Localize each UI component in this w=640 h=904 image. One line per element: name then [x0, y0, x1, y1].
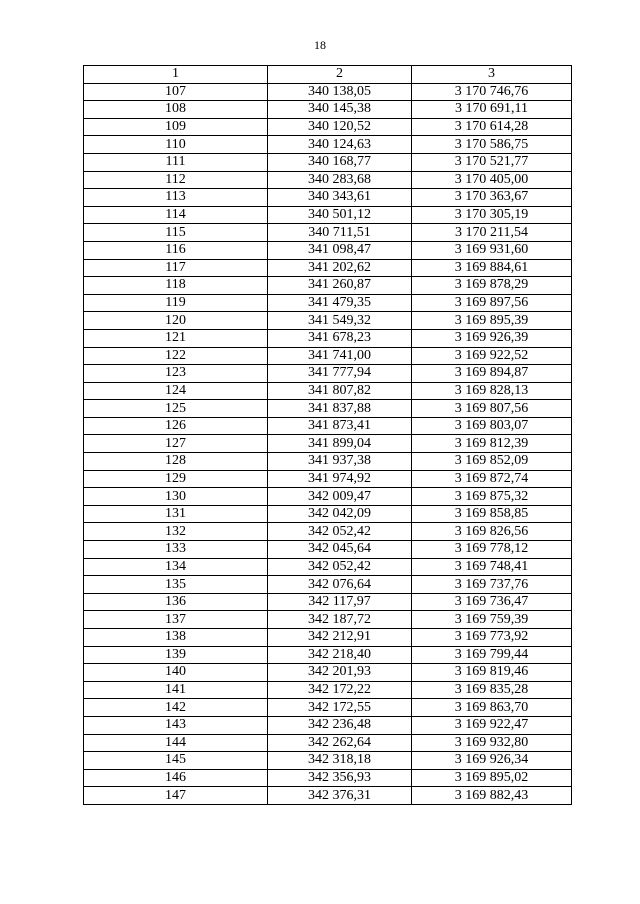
table-row — [84, 206, 572, 224]
x-coordinate-cell: 342 218,40 — [268, 646, 412, 664]
point-number-cell: 117 — [84, 259, 268, 277]
table-row — [84, 769, 572, 787]
x-coordinate-cell: 342 212,91 — [268, 629, 412, 647]
x-coordinate-cell: 341 741,00 — [268, 347, 412, 365]
point-number-cell: 113 — [84, 189, 268, 207]
y-coordinate-cell: 3 170 521,77 — [412, 153, 572, 171]
x-coordinate-cell: 342 201,93 — [268, 664, 412, 682]
x-coordinate-cell: 341 974,92 — [268, 470, 412, 488]
y-coordinate-cell: 3 169 863,70 — [412, 699, 572, 717]
coordinates-table — [83, 65, 572, 805]
x-coordinate-cell: 342 042,09 — [268, 505, 412, 523]
x-coordinate-cell: 340 501,12 — [268, 206, 412, 224]
y-coordinate-cell: 3 169 931,60 — [412, 241, 572, 259]
y-coordinate-cell: 3 169 878,29 — [412, 277, 572, 295]
x-coordinate-cell: 341 937,38 — [268, 453, 412, 471]
x-coordinate-cell: 341 837,88 — [268, 400, 412, 418]
table-row — [84, 118, 572, 136]
table-row — [84, 787, 572, 805]
y-coordinate-cell: 3 169 803,07 — [412, 417, 572, 435]
table-row — [84, 189, 572, 207]
y-coordinate-cell: 3 169 922,47 — [412, 716, 572, 734]
y-coordinate-cell: 3 169 773,92 — [412, 629, 572, 647]
point-number-cell: 126 — [84, 417, 268, 435]
y-coordinate-cell: 3 170 691,11 — [412, 101, 572, 119]
point-number-cell: 115 — [84, 224, 268, 242]
y-coordinate-cell: 3 169 875,32 — [412, 488, 572, 506]
x-coordinate-cell: 340 168,77 — [268, 153, 412, 171]
y-coordinate-cell: 3 169 778,12 — [412, 541, 572, 559]
y-coordinate-cell: 3 169 759,39 — [412, 611, 572, 629]
y-coordinate-cell: 3 169 895,02 — [412, 769, 572, 787]
point-number-cell: 107 — [84, 83, 268, 101]
table-row — [84, 470, 572, 488]
point-number-cell: 124 — [84, 382, 268, 400]
table-row — [84, 664, 572, 682]
x-coordinate-cell: 341 678,23 — [268, 329, 412, 347]
point-number-cell: 129 — [84, 470, 268, 488]
x-coordinate-cell: 342 356,93 — [268, 769, 412, 787]
y-coordinate-cell: 3 170 614,28 — [412, 118, 572, 136]
x-coordinate-cell: 341 098,47 — [268, 241, 412, 259]
table-row — [84, 329, 572, 347]
table-row — [84, 716, 572, 734]
table-row — [84, 101, 572, 119]
table-header — [84, 66, 572, 84]
point-number-cell: 109 — [84, 118, 268, 136]
x-coordinate-cell: 341 873,41 — [268, 417, 412, 435]
table-row — [84, 136, 572, 154]
table-row — [84, 646, 572, 664]
x-coordinate-cell: 341 260,87 — [268, 277, 412, 295]
y-coordinate-cell: 3 169 812,39 — [412, 435, 572, 453]
point-number-cell: 119 — [84, 294, 268, 312]
table-row — [84, 294, 572, 312]
table-row — [84, 629, 572, 647]
x-coordinate-cell: 342 052,42 — [268, 523, 412, 541]
x-coordinate-cell: 342 076,64 — [268, 576, 412, 594]
x-coordinate-cell: 340 124,63 — [268, 136, 412, 154]
table-row — [84, 611, 572, 629]
table-row — [84, 576, 572, 594]
y-coordinate-cell: 3 169 895,39 — [412, 312, 572, 330]
x-coordinate-cell: 342 262,64 — [268, 734, 412, 752]
y-coordinate-cell: 3 169 736,47 — [412, 593, 572, 611]
table-row — [84, 558, 572, 576]
table-row — [84, 541, 572, 559]
y-coordinate-cell: 3 169 932,80 — [412, 734, 572, 752]
table-row — [84, 347, 572, 365]
table-row — [84, 681, 572, 699]
point-number-cell: 135 — [84, 576, 268, 594]
y-coordinate-cell: 3 169 828,13 — [412, 382, 572, 400]
x-coordinate-cell: 342 376,31 — [268, 787, 412, 805]
point-number-cell: 112 — [84, 171, 268, 189]
point-number-cell: 118 — [84, 277, 268, 295]
table-row — [84, 453, 572, 471]
x-coordinate-cell: 341 899,04 — [268, 435, 412, 453]
table-row — [84, 312, 572, 330]
y-coordinate-cell: 3 170 305,19 — [412, 206, 572, 224]
point-number-cell: 120 — [84, 312, 268, 330]
point-number-cell: 137 — [84, 611, 268, 629]
x-coordinate-cell: 342 187,72 — [268, 611, 412, 629]
table-row — [84, 171, 572, 189]
x-coordinate-cell: 340 120,52 — [268, 118, 412, 136]
x-coordinate-cell: 342 009,47 — [268, 488, 412, 506]
header-cell-x-coordinate: 2 — [268, 66, 412, 84]
x-coordinate-cell: 341 479,35 — [268, 294, 412, 312]
x-coordinate-cell: 342 318,18 — [268, 752, 412, 770]
x-coordinate-cell: 340 138,05 — [268, 83, 412, 101]
x-coordinate-cell: 342 236,48 — [268, 716, 412, 734]
table-row — [84, 699, 572, 717]
point-number-cell: 134 — [84, 558, 268, 576]
y-coordinate-cell: 3 169 819,46 — [412, 664, 572, 682]
table-row — [84, 417, 572, 435]
header-row — [84, 66, 572, 84]
y-coordinate-cell: 3 169 882,43 — [412, 787, 572, 805]
header-cell-y-coordinate: 3 — [412, 66, 572, 84]
point-number-cell: 136 — [84, 593, 268, 611]
point-number-cell: 133 — [84, 541, 268, 559]
table-row — [84, 224, 572, 242]
table-row — [84, 153, 572, 171]
x-coordinate-cell: 340 145,38 — [268, 101, 412, 119]
x-coordinate-cell: 341 202,62 — [268, 259, 412, 277]
y-coordinate-cell: 3 169 737,76 — [412, 576, 572, 594]
x-coordinate-cell: 341 807,82 — [268, 382, 412, 400]
point-number-cell: 140 — [84, 664, 268, 682]
y-coordinate-cell: 3 169 872,74 — [412, 470, 572, 488]
point-number-cell: 130 — [84, 488, 268, 506]
header-cell-point-number: 1 — [84, 66, 268, 84]
table-row — [84, 523, 572, 541]
point-number-cell: 138 — [84, 629, 268, 647]
y-coordinate-cell: 3 170 405,00 — [412, 171, 572, 189]
table-row — [84, 259, 572, 277]
table-row — [84, 277, 572, 295]
table-row — [84, 593, 572, 611]
point-number-cell: 116 — [84, 241, 268, 259]
point-number-cell: 143 — [84, 716, 268, 734]
x-coordinate-cell: 341 777,94 — [268, 365, 412, 383]
table-row — [84, 400, 572, 418]
x-coordinate-cell: 342 045,64 — [268, 541, 412, 559]
point-number-cell: 144 — [84, 734, 268, 752]
y-coordinate-cell: 3 170 746,76 — [412, 83, 572, 101]
table-row — [84, 734, 572, 752]
x-coordinate-cell: 340 343,61 — [268, 189, 412, 207]
y-coordinate-cell: 3 169 884,61 — [412, 259, 572, 277]
point-number-cell: 141 — [84, 681, 268, 699]
point-number-cell: 110 — [84, 136, 268, 154]
y-coordinate-cell: 3 170 211,54 — [412, 224, 572, 242]
table-row — [84, 488, 572, 506]
point-number-cell: 147 — [84, 787, 268, 805]
x-coordinate-cell: 341 549,32 — [268, 312, 412, 330]
table-row — [84, 752, 572, 770]
point-number-cell: 122 — [84, 347, 268, 365]
y-coordinate-cell: 3 169 926,34 — [412, 752, 572, 770]
x-coordinate-cell: 342 117,97 — [268, 593, 412, 611]
x-coordinate-cell: 340 283,68 — [268, 171, 412, 189]
table-row — [84, 83, 572, 101]
point-number-cell: 131 — [84, 505, 268, 523]
y-coordinate-cell: 3 169 826,56 — [412, 523, 572, 541]
x-coordinate-cell: 342 172,22 — [268, 681, 412, 699]
table-row — [84, 241, 572, 259]
point-number-cell: 111 — [84, 153, 268, 171]
y-coordinate-cell: 3 169 799,44 — [412, 646, 572, 664]
y-coordinate-cell: 3 169 897,56 — [412, 294, 572, 312]
y-coordinate-cell: 3 169 926,39 — [412, 329, 572, 347]
y-coordinate-cell: 3 169 852,09 — [412, 453, 572, 471]
point-number-cell: 125 — [84, 400, 268, 418]
table-row — [84, 505, 572, 523]
y-coordinate-cell: 3 169 748,41 — [412, 558, 572, 576]
point-number-cell: 132 — [84, 523, 268, 541]
point-number-cell: 123 — [84, 365, 268, 383]
point-number-cell: 142 — [84, 699, 268, 717]
table-body — [84, 83, 572, 804]
y-coordinate-cell: 3 170 586,75 — [412, 136, 572, 154]
x-coordinate-cell: 342 172,55 — [268, 699, 412, 717]
point-number-cell: 128 — [84, 453, 268, 471]
page-number: 18 — [314, 38, 326, 52]
point-number-cell: 145 — [84, 752, 268, 770]
point-number-cell: 121 — [84, 329, 268, 347]
point-number-cell: 146 — [84, 769, 268, 787]
point-number-cell: 139 — [84, 646, 268, 664]
y-coordinate-cell: 3 170 363,67 — [412, 189, 572, 207]
point-number-cell: 114 — [84, 206, 268, 224]
y-coordinate-cell: 3 169 835,28 — [412, 681, 572, 699]
y-coordinate-cell: 3 169 922,52 — [412, 347, 572, 365]
y-coordinate-cell: 3 169 894,87 — [412, 365, 572, 383]
y-coordinate-cell: 3 169 807,56 — [412, 400, 572, 418]
table-row — [84, 365, 572, 383]
y-coordinate-cell: 3 169 858,85 — [412, 505, 572, 523]
point-number-cell: 108 — [84, 101, 268, 119]
point-number-cell: 127 — [84, 435, 268, 453]
x-coordinate-cell: 340 711,51 — [268, 224, 412, 242]
x-coordinate-cell: 342 052,42 — [268, 558, 412, 576]
table-row — [84, 382, 572, 400]
table-row — [84, 435, 572, 453]
